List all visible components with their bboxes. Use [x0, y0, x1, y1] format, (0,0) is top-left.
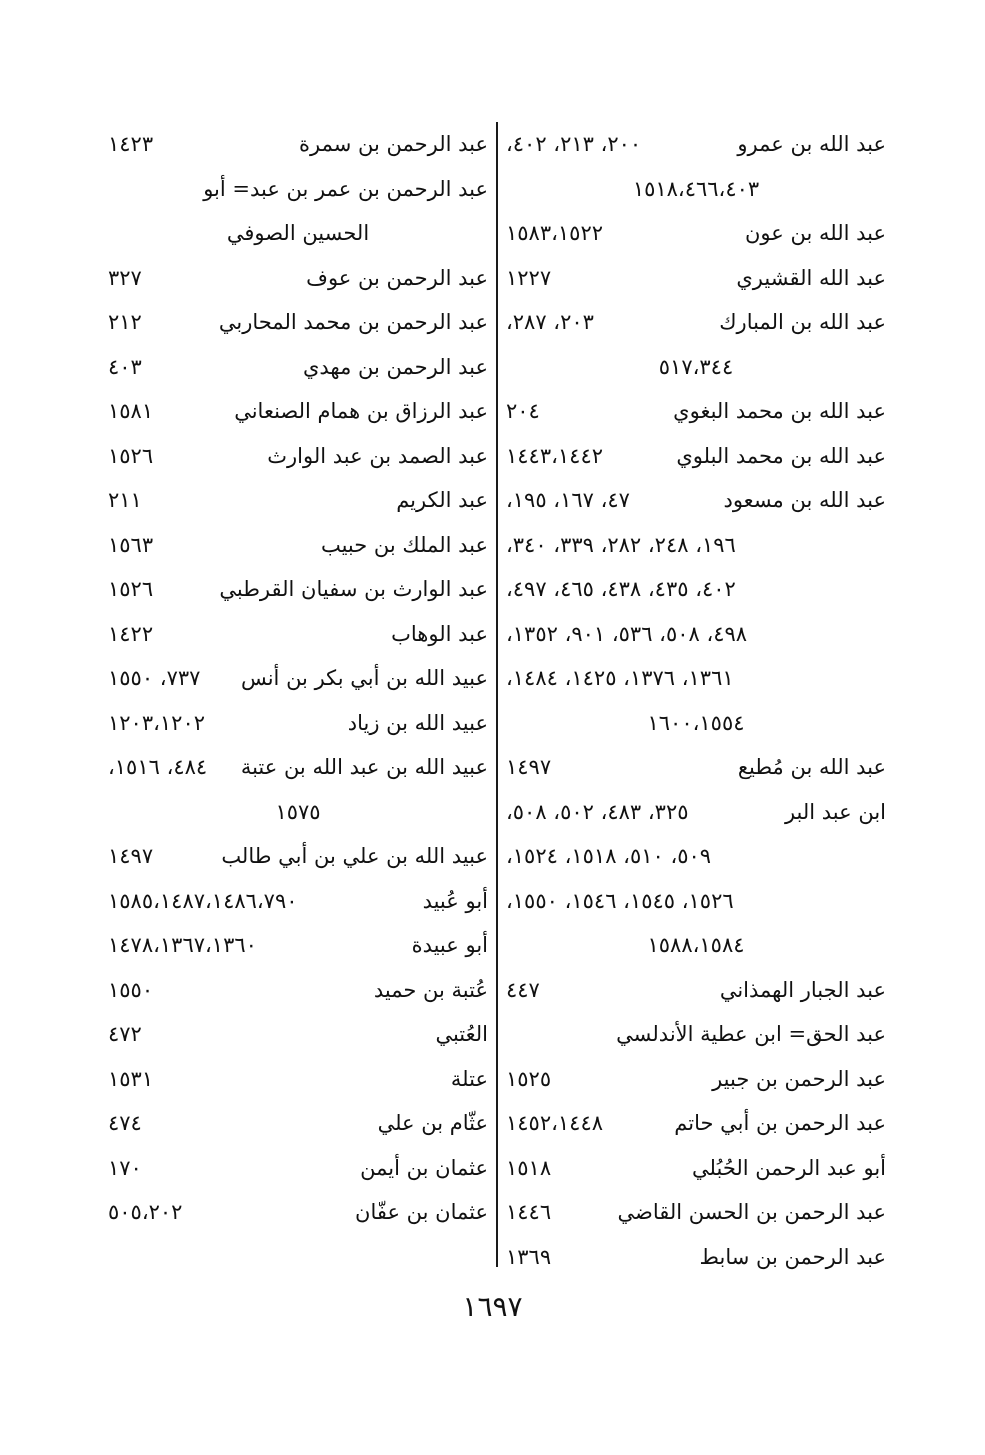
entry-name: عبيد الله بن أبي بكر بن أنس [240, 666, 488, 690]
entry-name: عثمان بن أيمن [360, 1155, 488, 1180]
index-entry [108, 567, 488, 612]
page-number: ١٦٩٧ [462, 1290, 523, 1323]
index-entry [108, 256, 488, 301]
index-entry-continuation: ١٥٢٦، ١٥٤٥، ١٥٤٦، ١٥٥٠، [506, 888, 734, 913]
index-entry [108, 701, 488, 746]
entry-name: عبد الرحمن بن مهدي [302, 354, 488, 379]
entry-page-refs: ١٥٣١ [108, 1066, 154, 1091]
entry-page-refs: ١٢٠٣،١٢٠٢ [108, 710, 206, 735]
index-column-left [108, 122, 488, 1235]
index-entry [108, 1012, 488, 1057]
index-entry [108, 968, 488, 1013]
entry-page-refs: ١٤٩٧ [506, 755, 552, 779]
entry-page-refs: ١٤٢٣ [108, 132, 154, 156]
index-entry-continuation: ١٥٧٥ [275, 799, 321, 824]
entry-name: عبد الله بن مسعود [723, 488, 886, 512]
entry-name: عبد الله بن عون [745, 221, 886, 245]
index-entry [108, 300, 488, 345]
entry-name: العُتبي [435, 1022, 488, 1046]
index-entry [108, 1146, 488, 1191]
index-entry [506, 1057, 886, 1102]
index-entry [108, 478, 488, 523]
entry-name: عبد الرحمن بن عمر بن عبد= أبو [203, 176, 488, 201]
entry-page-refs: ٢٠٠، ٢١٣، ٤٠٢، [506, 132, 642, 156]
entry-page-refs: ٢١٢ [108, 310, 142, 334]
index-entry [506, 1190, 886, 1235]
index-entry [108, 656, 488, 701]
entry-name: عبد الرحمن بن جبير [712, 1066, 886, 1091]
entry-name: عبد الله بن مُطيع [737, 755, 886, 779]
entry-page-refs: ١٧٠ [108, 1155, 142, 1180]
entry-page-refs: ٣٢٥، ٤٨٣، ٥٠٢، ٥٠٨، [506, 799, 689, 824]
entry-name: عُتبة بن حميد [373, 977, 488, 1002]
index-entry [506, 211, 886, 256]
index-entry [506, 745, 886, 790]
entry-page-refs: ١٥٦٣ [108, 532, 154, 557]
entry-page-refs: ١٤٤٣،١٤٤٢ [506, 443, 604, 468]
index-entry [108, 745, 488, 790]
entry-page-refs: ٤٧٢ [108, 1022, 142, 1046]
index-entry [108, 1057, 488, 1102]
index-entry [108, 122, 488, 167]
entry-name: عبد الله بن المبارك [719, 310, 886, 334]
entry-name: عبد الرحمن بن سمرة [299, 132, 488, 156]
entry-page-refs: ٥٠٥،٢٠٢ [108, 1200, 183, 1224]
index-entry [506, 1101, 886, 1146]
entry-page-refs: ١٤٤٦ [506, 1200, 552, 1224]
entry-page-refs: ١٤٥٢،١٤٤٨ [506, 1111, 604, 1135]
entry-page-refs: ٤٧٤ [108, 1111, 142, 1135]
entry-page-refs: ٤٤٧ [506, 977, 540, 1002]
index-entry [506, 389, 886, 434]
index-entry [108, 434, 488, 479]
entry-page-refs: ١٣٦٩ [506, 1244, 552, 1269]
entry-name: عبد الله القشيري [736, 265, 886, 290]
index-entry [506, 122, 886, 167]
index-entry [506, 1235, 886, 1280]
entry-page-refs: ١٤٩٧ [108, 844, 154, 868]
index-entry [108, 167, 488, 212]
entry-page-refs: ١٥٨٥،١٤٨٧،١٤٨٦،٧٩٠ [108, 888, 298, 913]
entry-page-refs: ٤٨٤، ١٥١٦، [108, 755, 208, 779]
index-entry-continuation: ١٥٨٨،١٥٨٤ [647, 933, 745, 957]
index-entry-continuation: الحسين الصوفي [226, 221, 370, 245]
column-divider [496, 122, 498, 1267]
entry-page-refs: ٢١١ [108, 488, 142, 512]
entry-page-refs: ٣٢٧ [108, 265, 142, 290]
entry-page-refs: ١٥٨١ [108, 399, 154, 423]
entry-name: عتلة [450, 1066, 488, 1091]
index-entry [506, 1146, 886, 1191]
index-entry-continuation: ١٦٠٠،١٥٥٤ [647, 710, 745, 735]
index-entry [108, 1190, 488, 1235]
entry-name: عبد الصمد بن عبد الوارث [267, 443, 488, 468]
entry-name: عبد الرزاق بن همام الصنعاني [234, 399, 488, 423]
index-entry [506, 434, 886, 479]
index-entry [108, 345, 488, 390]
entry-name: عبيد الله بن عبد الله بن عتبة [240, 755, 488, 779]
index-entry [506, 790, 886, 835]
entry-page-refs: ٢٠٤ [506, 399, 540, 423]
entry-name: عبد الوهاب [391, 621, 488, 646]
index-entry [506, 256, 886, 301]
entry-name: عبد الحق= ابن عطية الأندلسي [616, 1022, 886, 1046]
entry-name: عبد الرحمن بن أبي حاتم [674, 1111, 886, 1135]
index-entry-continuation: ١٣٦١، ١٣٧٦، ١٤٢٥، ١٤٨٤، [506, 666, 734, 690]
entry-page-refs: ٧٣٧، ١٥٥٠ [108, 666, 201, 690]
entry-name: عبد الملك بن حبيب [320, 532, 488, 557]
entry-page-refs: ١٥٢٦ [108, 577, 154, 601]
index-entry [506, 300, 886, 345]
entry-name: عبد الوارث بن سفيان القرطبي [219, 577, 488, 601]
entry-name: أبو عُبيد [422, 888, 488, 913]
index-column-right [506, 122, 886, 1279]
index-entry [506, 968, 886, 1013]
index-entry-continuation: ٤٩٨، ٥٠٨، ٥٣٦، ٩٠١، ١٣٥٢، [506, 621, 748, 646]
entry-page-refs: ٤٧، ١٦٧، ١٩٥، [506, 488, 630, 512]
entry-name: عبيد الله بن زياد [347, 710, 488, 735]
entry-name: عبد الرحمن بن عوف [306, 265, 488, 290]
index-entry [506, 478, 886, 523]
entry-page-refs: ١٥٥٠ [108, 977, 154, 1002]
entry-name: عثمان بن عفّان [355, 1200, 488, 1224]
index-entry [108, 923, 488, 968]
entry-name: عبد الرحمن بن محمد المحاربي [218, 310, 488, 334]
index-entry [108, 612, 488, 657]
entry-name: عبد الرحمن بن سابط [699, 1244, 886, 1269]
entry-page-refs: ٢٠٣، ٢٨٧، [506, 310, 594, 334]
entry-name: عبد الرحمن بن الحسن القاضي [617, 1200, 886, 1224]
index-entry-continuation: ٥٠٩، ٥١٠، ١٥١٨، ١٥٢٤، [506, 844, 712, 868]
entry-name: أبو عبد الرحمن الحُبُلي [692, 1155, 886, 1180]
entry-page-refs: ١٤٧٨،١٣٦٧،١٣٦٠ [108, 933, 257, 957]
entry-name: عبد الله بن محمد البلوي [676, 443, 886, 468]
entry-name: عبد الله بن محمد البغوي [673, 399, 886, 423]
entry-page-refs: ١٥٢٦ [108, 443, 154, 468]
index-entry [506, 1012, 886, 1057]
entry-name: عبيد الله بن علي بن أبي طالب [221, 844, 488, 868]
entry-page-refs: ١٤٢٢ [108, 621, 154, 646]
index-entry [108, 834, 488, 879]
entry-page-refs: ١٥٨٣،١٥٢٢ [506, 221, 604, 245]
index-entry [108, 1101, 488, 1146]
entry-name: عبد الجبار الهمذاني [719, 977, 886, 1002]
entry-page-refs: ١٥١٨ [506, 1155, 552, 1180]
index-entry-continuation: ١٩٦، ٢٤٨، ٢٨٢، ٣٣٩، ٣٤٠، [506, 532, 736, 557]
entry-name: أبو عبيدة [411, 933, 488, 957]
entry-page-refs: ٤٠٣ [108, 354, 142, 379]
index-entry [108, 523, 488, 568]
entry-page-refs: ١٥٢٥ [506, 1066, 552, 1091]
entry-name: عبد الكريم [396, 488, 488, 512]
index-entry-continuation: ٤٠٢، ٤٣٥، ٤٣٨، ٤٦٥، ٤٩٧، [506, 577, 736, 601]
entry-page-refs: ١٢٢٧ [506, 265, 552, 290]
entry-name: ابن عبد البر [784, 799, 886, 824]
entry-name: عبد الله بن عمرو [737, 132, 886, 156]
index-entry-continuation: ٥١٧،٣٤٤ [658, 354, 734, 379]
index-entry [108, 879, 488, 924]
index-entry [108, 389, 488, 434]
entry-name: عثّام بن علي [377, 1111, 488, 1135]
index-entry-continuation: ١٥١٨،٤٦٦،٤٠٣ [632, 176, 760, 201]
